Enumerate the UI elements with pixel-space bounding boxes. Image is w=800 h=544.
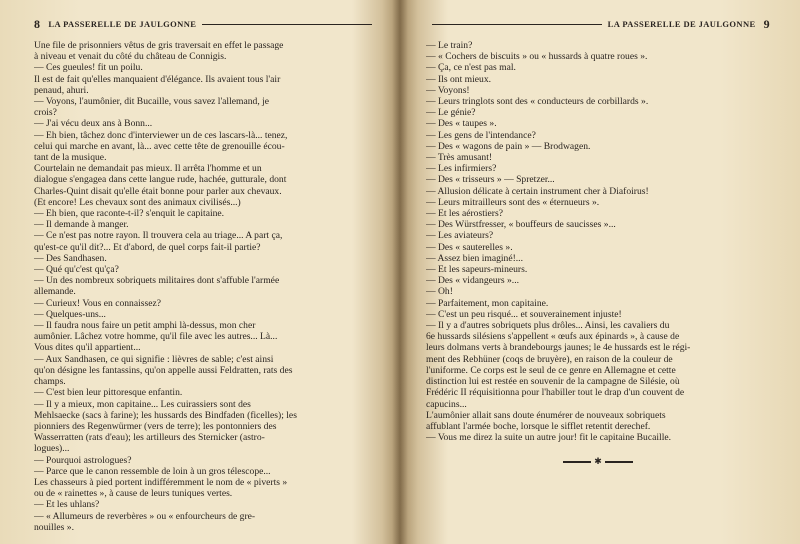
left-text-line: champs. — [34, 376, 66, 388]
right-text-line: — Et les sapeurs-mineurs. — [426, 264, 528, 276]
left-text-line: — C'est bien leur pittoresque enfantin. — [34, 387, 183, 399]
left-text-line: (Et encore! Les chevaux sont des animaux civilisés...) — [34, 196, 241, 208]
left-text-line: pionniers des Regenwürmer (vers de terre); les pontonniers des — [34, 420, 277, 432]
right-text-line: — Leurs mitrailleurs sont des « éternueurs ». — [426, 196, 600, 208]
left-text-line: Wasserratten (rats d'eau); les artilleurs des Sternicker (astro- — [34, 432, 265, 444]
right-text-line: — Des « wagons de pain » — Brodwagen. — [426, 140, 591, 152]
ornament-bar-left — [563, 461, 591, 463]
right-page — [400, 0, 800, 544]
right-text-line: — « Cochers de biscuits » ou « hussards à quatre roues ». — [426, 51, 648, 63]
left-text-line: Il est de fait qu'elles manquaient d'élégance. Ils avaient tous l'air — [34, 73, 281, 85]
left-text-line: aumônier. Lâchez votre homme, qu'il file avec les autres... Là... — [34, 331, 278, 343]
right-text-line: — Assez bien imaginé!... — [426, 252, 523, 264]
left-text-line: tant de la musique. — [34, 152, 107, 164]
left-text-line: — Aux Sandhasen, ce qui signifie : lièvres de sable; c'est ainsi — [34, 353, 274, 365]
left-text-line: — J'ai vécu deux ans à Bonn... — [34, 118, 153, 130]
left-text-line: — Il faudra nous faire un petit amphi là-dessus, mon cher — [34, 320, 256, 332]
left-text-line: — Qué qu'c'est qu'ça? — [34, 264, 119, 276]
left-text-line: allemande. — [34, 286, 76, 298]
right-text-line: — Allusion délicate à certain instrument cher à Diafoirus! — [426, 185, 649, 197]
left-text-line: — Un des nombreux sobriquets militaires dont s'affuble l'armée — [34, 275, 280, 287]
right-text-line: l'uniforme. Ce corps est le seul de ce genre en Allemagne et cette — [426, 364, 676, 376]
left-text-line: — Quelques-uns... — [34, 308, 106, 320]
right-text-line: affublant l'armée boche, lorsque le sifflet retentit derechef. — [426, 420, 651, 432]
left-text-line: — Il demande à manger. — [34, 219, 129, 231]
left-text-line: Charles-Quint disait qu'elle était bonne pour parler aux chevaux. — [34, 185, 282, 197]
right-text-line: — Très amusant! — [426, 152, 493, 164]
left-text-line: — Pourquoi astrologues? — [34, 454, 132, 466]
left-text-line: — Curieux! Vous en connaissez? — [34, 297, 162, 309]
right-text-line: — Le train? — [426, 40, 473, 51]
left-text-line: Les chasseurs à pied portent indifféremment le nom de « piverts » — [34, 476, 288, 488]
left-running-title: LA PASSERELLE DE JAULGONNE — [48, 19, 197, 29]
left-body-text — [34, 40, 378, 533]
left-text-line: — Voyons, l'aumônier, dit Bucaille, vous savez l'allemand, je — [34, 96, 270, 108]
left-text-line: dialogue s'engagea dans cette langue rude, hachée, gutturale, dont — [34, 174, 287, 186]
left-text-line: qu'est-ce qu'il dit?... Et d'abord, de quel corps fait-il partie? — [34, 241, 261, 253]
right-header-rule — [432, 24, 602, 25]
end-ornament — [426, 457, 770, 466]
left-text-line: nouilles ». — [34, 521, 74, 533]
right-text-line: 6e hussards silésiens s'appellent « œufs aux épinards », à cause de — [426, 331, 680, 343]
right-gutter-shadow — [400, 0, 418, 544]
right-running-head — [426, 16, 770, 32]
right-text-line: — Des Würstfresser, « bouffeurs de saucisses »... — [426, 219, 616, 231]
right-text-line: — Les aviateurs? — [426, 230, 494, 242]
right-text-line: — C'est un peu risqué... et souverainement injuste! — [426, 308, 622, 320]
right-text-line: ment des Rebhüner (coqs de bruyère), en raison de la couleur de — [426, 353, 673, 365]
left-text-line: — Eh bien, que raconte-t-il? s'enquit le capitaine. — [34, 208, 225, 220]
left-text-line: logues)... — [34, 443, 70, 455]
left-text-line: — Parce que le canon ressemble de loin à un gros télescope... — [34, 465, 271, 477]
left-text-line: — Ces gueules! fit un poilu. — [34, 62, 143, 74]
right-text-line: — Des « sauterelles ». — [426, 241, 513, 253]
left-text-line: — Des Sandhasen. — [34, 252, 107, 264]
right-text-line: — Parfaitement, mon capitaine. — [426, 297, 549, 309]
right-text-line: — Les gens de l'intendance? — [426, 129, 536, 141]
right-text-line: — Des « taupes ». — [426, 118, 497, 130]
left-text-line: — Ce n'est pas notre rayon. Il trouvera cela au triage... A part ça, — [34, 230, 283, 242]
right-text-line: — Des « vidangeurs »... — [426, 275, 519, 287]
left-text-line: — Et les uhlans? — [34, 499, 100, 511]
left-text-line: Une file de prisonniers vêtus de gris traversait en effet le passage — [34, 40, 284, 51]
right-running-title: LA PASSERELLE DE JAULGONNE — [607, 19, 756, 29]
left-text-line: Vous dites qu'il appartient... — [34, 342, 141, 354]
right-body-text — [426, 40, 770, 443]
right-text-line: — Des « trisseurs » — Spretzer... — [426, 174, 555, 186]
right-text-line: — Oh! — [426, 286, 453, 298]
right-text-line: — Le génie? — [426, 107, 476, 119]
left-text-line: à niveau et venait du côté du château de Connigis. — [34, 51, 227, 63]
right-text-line: — Il y a d'autres sobriquets plus drôles... Ainsi, les cavaliers du — [426, 320, 670, 332]
right-text-line: — Voyons! — [426, 84, 470, 96]
left-header-rule — [202, 24, 372, 25]
left-text-line: — Il y a mieux, mon capitaine... Les cuirassiers sont des — [34, 398, 251, 410]
left-text-line: Courtelain ne demandait pas mieux. Il arrêta l'homme et un — [34, 163, 262, 175]
left-page-number: 8 — [34, 16, 41, 31]
right-text-line: — Ça, ce n'est pas mal. — [426, 62, 516, 74]
right-text-line: Frédéric II réquisitionna pour l'habiller tout le drap d'un couvent de — [426, 387, 685, 399]
right-text-line: — Ils ont mieux. — [426, 73, 492, 85]
left-running-head — [34, 16, 378, 32]
right-text-line: L'aumônier allait sans doute énumérer de nouveaux sobriquets — [426, 409, 666, 421]
left-text-line: ou de « rainettes », à cause de leurs tuniques vertes. — [34, 488, 233, 500]
left-text-line: — « Allumeurs de reverbères » ou « enfourcheurs de gre- — [34, 510, 256, 522]
left-gutter-shadow — [382, 0, 400, 544]
right-text-line: — Vous me direz la suite un autre jour! fit le capitaine Bucaille. — [426, 432, 672, 444]
left-text-line: penaud, ahuri. — [34, 84, 89, 96]
right-text-line: capucins... — [426, 398, 467, 410]
right-text-line: leurs dolmans verts à brandebourgs jaunes; le 4e hussards est le régi- — [426, 342, 691, 354]
right-text-line: — Leurs tringlots sont des « conducteurs de corbillards ». — [426, 96, 649, 108]
right-text-line: — Les infirmiers? — [426, 163, 497, 175]
left-text-line: — Eh bien, tâchez donc d'interviewer un de ces lascars-là... tenez, — [34, 129, 288, 141]
ornament-star-icon: ✱ — [594, 456, 602, 467]
right-page-number: 9 — [763, 16, 770, 31]
left-text-line: crois? — [34, 107, 57, 119]
right-text-line: distinction lui est restée en souvenir de la campagne de Silésie, où — [426, 376, 680, 388]
left-text-line: qu'on désigne les fantassins, qu'on appelle aussi Feldratten, rats des — [34, 364, 293, 376]
left-text-line: Mehlsaecke (sacs à farine); les hussards des Bindfaden (ficelles); les — [34, 409, 297, 421]
right-text-line: — Et les aérostiers? — [426, 208, 503, 220]
left-text-line: celui qui marche en avant, là... avec cette tête de grenouille écou- — [34, 140, 285, 152]
ornament-bar-right — [605, 461, 633, 463]
